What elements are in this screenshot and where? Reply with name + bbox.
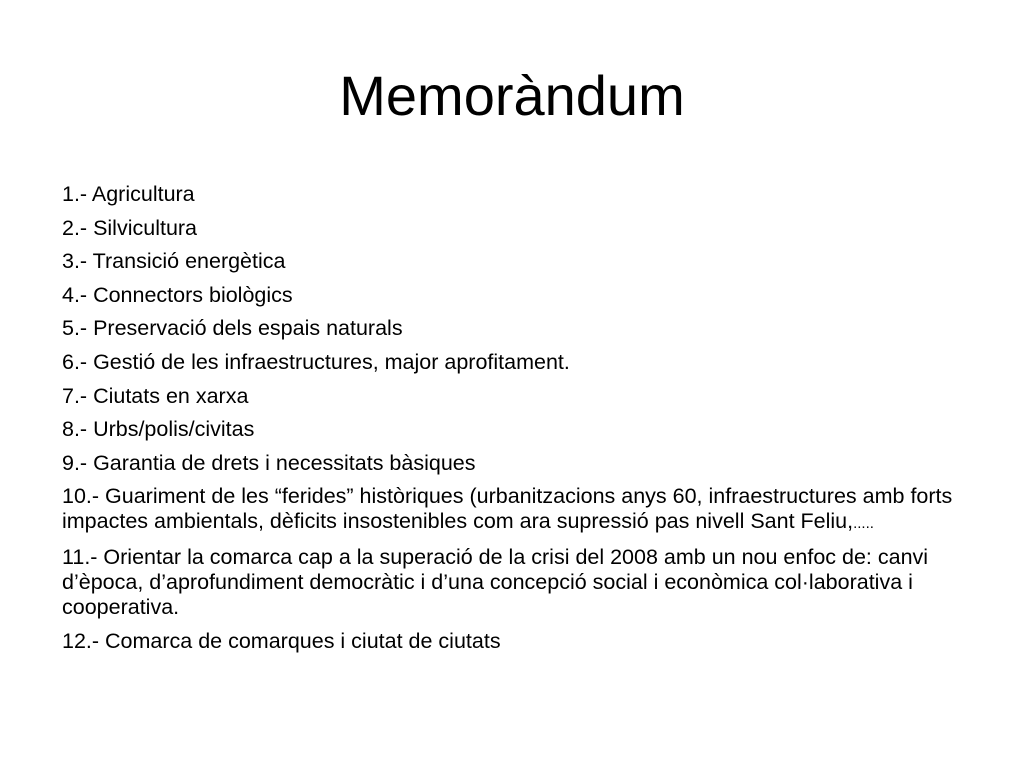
list-item [62,384,982,409]
list-item-text: 4.- Connectors biològics [62,282,293,307]
list-item [62,629,982,654]
list-item [62,249,982,274]
slide-title: Memoràndum [339,64,685,127]
list-item-ellipsis: ..... [853,515,874,533]
list-item-text: 1.- Agricultura [62,182,195,206]
list-item-text: 12.- Comarca de comarques i ciutat de ciutats [62,628,501,653]
list-item [62,350,982,375]
list-item-text: 7.- Ciutats en xarxa [62,383,249,408]
list-item [62,545,982,620]
list-item-text: 6.- Gestió de les infraestructures, major aprofitament. [62,349,570,374]
list-item-text: 2.- Silvicultura [62,215,198,240]
list-item [62,216,982,241]
list-item-text: 11.- Orientar la comarca cap a la superació de la crisi del 2008 amb un nou enfoc de: canvi d’època, d’aprofundiment democràtic i d’una concepció social i econòmica col·laborativa i cooperativa. [62,544,929,619]
list-item-text: 5.- Preservació dels espais naturals [62,316,403,341]
list-item [62,451,982,476]
list-item [62,484,982,536]
list-item-text: 3.- Transició energètica [62,249,286,274]
list-item-text: 10.- Guariment de les “ferides” històriques (urbanitzacions anys 60, infraestructures amb forts impactes ambientals, dèficits insostenibles com ara supressió pas nivell Sant Feliu, [62,484,953,534]
list-item [62,283,982,308]
list-item [62,182,982,207]
list-item [62,316,982,341]
item-list [62,182,982,662]
list-item-text: 9.- Garantia de drets i necessitats bàsiques [62,450,476,475]
list-item [62,417,982,442]
list-item-text: 8.- Urbs/polis/civitas [62,417,255,442]
